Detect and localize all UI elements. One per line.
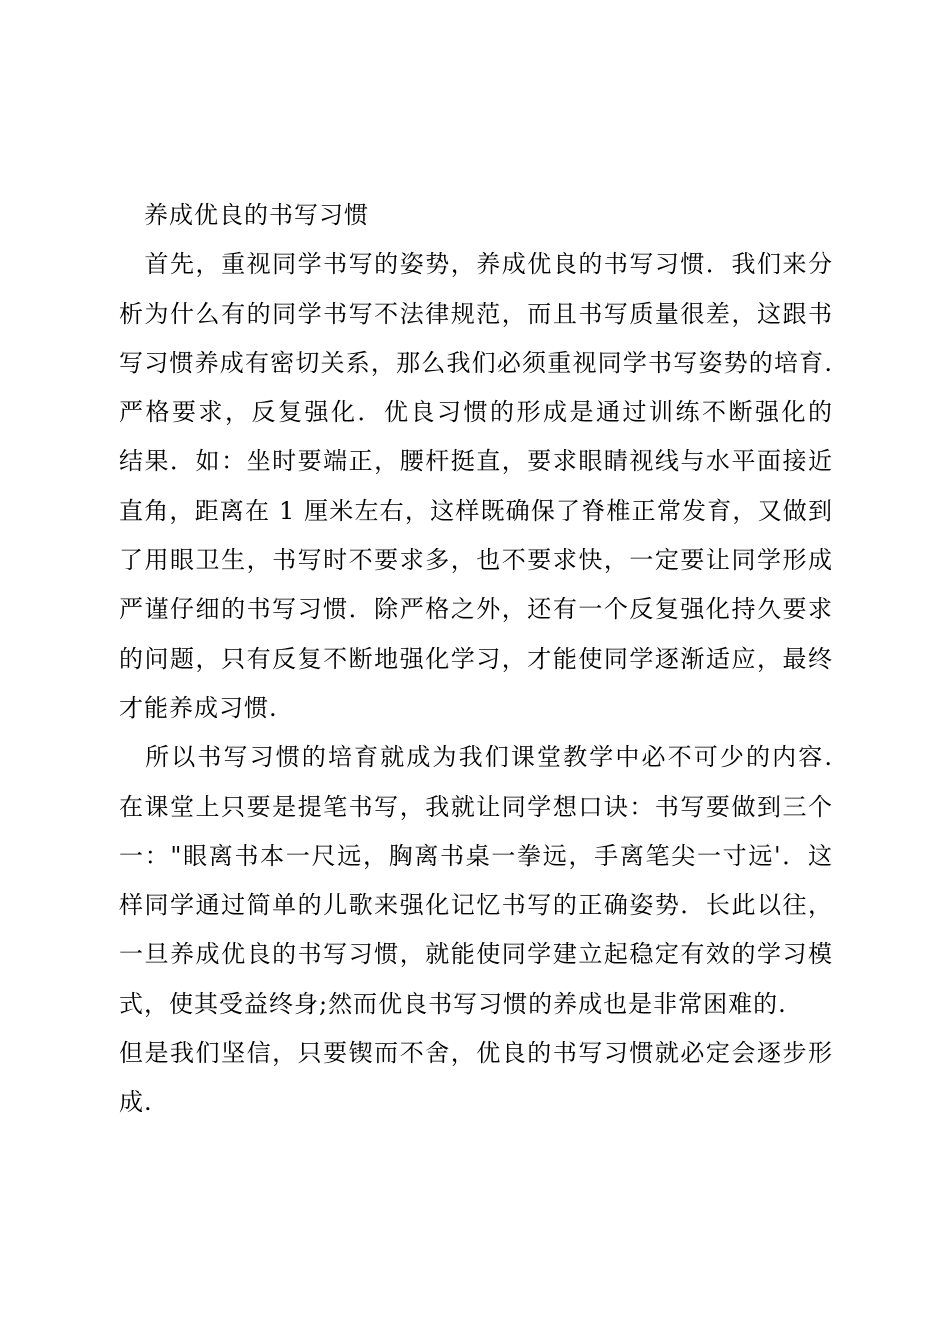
text-line: 一："眼离书本一尺远，胸离书桌一拳远，手离笔尖一寸远'．这 (119, 841, 833, 870)
document-body (119, 191, 833, 1128)
text-line: 的问题，只有反复不断地强化学习，才能使同学逐渐适应，最终 (119, 644, 833, 673)
text-line: 一旦养成优良的书写习惯，就能使同学建立起稳定有效的学习模 (119, 940, 833, 969)
text-line: 析为什么有的同学书写不法律规范，而且书写质量很差，这跟书 (119, 299, 833, 328)
text-line: 严谨仔细的书写习惯．除严格之外，还有一个反复强化持久要求 (119, 595, 833, 624)
text-line: 直角，距离在 1 厘米左右，这样既确保了脊椎正常发育，又做到 (119, 496, 833, 525)
text-line: 在课堂上只要是提笔书写，我就让同学想口诀：书写要做到三个 (119, 792, 833, 821)
text-line: 结果．如：坐时要端正，腰杆挺直，要求眼睛视线与水平面接近 (119, 447, 833, 476)
text-line: 样同学通过简单的儿歌来强化记忆书写的正确姿势．长此以往， (119, 891, 833, 920)
text-line: 写习惯养成有密切关系，那么我们必须重视同学书写姿势的培育. (119, 348, 833, 377)
text-line: 式，使其受益终身;然而优良书写习惯的养成也是非常困难的. (119, 989, 787, 1018)
text-line: 严格要求，反复强化．优良习惯的形成是通过训练不断强化的 (119, 398, 833, 427)
text-line: 所以书写习惯的培育就成为我们课堂教学中必不可少的内容. (119, 743, 833, 772)
text-line: 才能养成习惯. (119, 693, 278, 722)
section-title: 养成优良的书写习惯 (119, 201, 369, 229)
text-line: 但是我们坚信，只要锲而不舍，优良的书写习惯就必定会逐步形 (119, 1039, 833, 1068)
text-line: 成. (119, 1088, 153, 1117)
text-line: 了用眼卫生，书写时不要求多，也不要求快，一定要让同学形成 (119, 546, 833, 575)
text-line: 首先，重视同学书写的姿势，养成优良的书写习惯．我们来分 (119, 250, 833, 279)
